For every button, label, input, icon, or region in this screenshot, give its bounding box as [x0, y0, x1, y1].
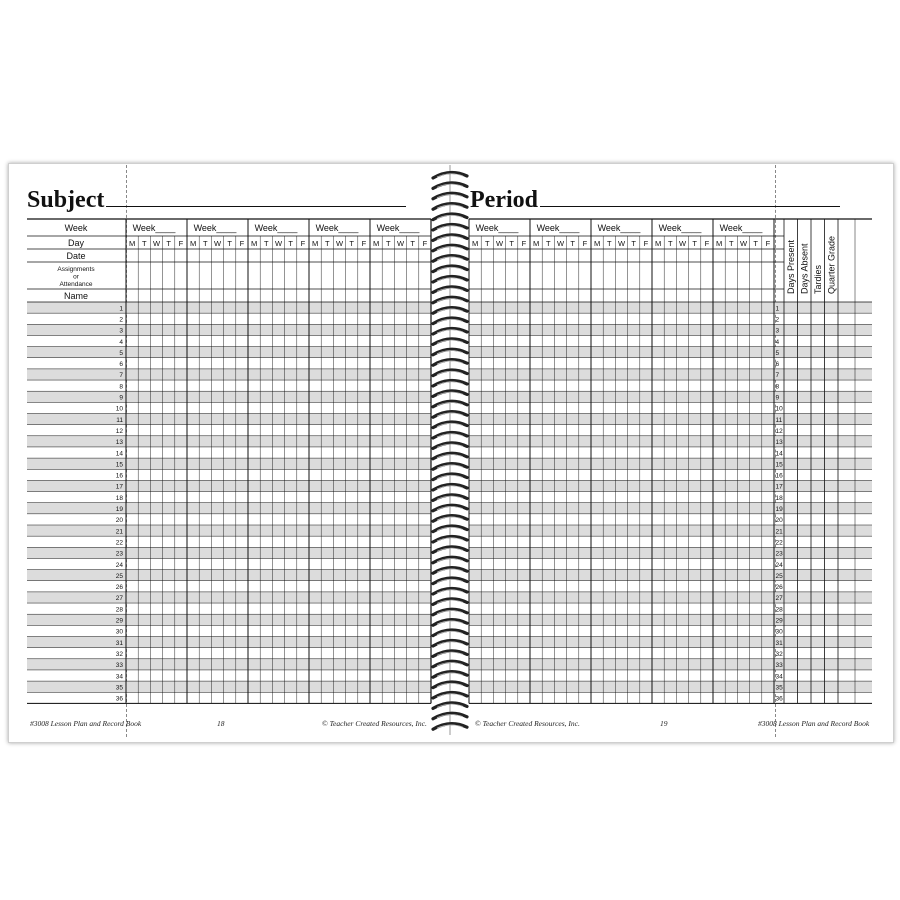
row-number: 7: [119, 372, 123, 380]
row-number: 21: [115, 528, 123, 536]
row-number: 31: [115, 639, 123, 647]
row-number: 9: [119, 394, 123, 402]
row-number: 29: [775, 617, 783, 625]
row-number: 13: [775, 439, 783, 447]
row-number: 31: [775, 639, 783, 647]
row-number: 34: [775, 673, 783, 681]
shaded-row: [469, 570, 872, 581]
day-letter: T: [729, 239, 734, 248]
week-label: Week____: [719, 223, 763, 233]
day-letter: F: [521, 239, 527, 248]
row-number: 13: [115, 439, 123, 447]
row-number: 11: [775, 416, 783, 424]
day-letter: T: [692, 239, 697, 248]
day-letter: F: [704, 239, 710, 248]
day-letter: M: [250, 239, 258, 248]
shaded-row: [469, 503, 872, 514]
row-number: 16: [775, 472, 783, 480]
row-number: 33: [775, 662, 783, 670]
day-letter: T: [227, 239, 232, 248]
row-number: 34: [115, 673, 123, 681]
row-number: 19: [115, 506, 123, 513]
shaded-row: [469, 324, 872, 335]
week-label: Week____: [536, 223, 580, 233]
row-number: 32: [115, 650, 123, 658]
day-letter: M: [532, 239, 540, 248]
row-number: 22: [115, 539, 123, 547]
row-number: 26: [115, 584, 123, 592]
row-number: 7: [775, 372, 780, 380]
row-number: 28: [115, 606, 123, 614]
row-number: 28: [775, 606, 783, 614]
date-row-label: Date: [66, 251, 86, 261]
row-number: 10: [115, 405, 123, 413]
day-letter: W: [335, 239, 344, 248]
day-letter: M: [372, 239, 380, 248]
week-label: Week____: [475, 223, 519, 233]
row-number: 27: [115, 595, 123, 603]
summary-column-label: Quarter Grade: [826, 235, 837, 294]
row-number: 4: [775, 338, 780, 346]
shaded-row: [469, 391, 872, 402]
day-letter: M: [715, 239, 723, 248]
row-number: 11: [116, 416, 123, 424]
right-footer-copyright: © Teacher Created Resources, Inc.: [475, 719, 580, 728]
row-number: 23: [775, 550, 783, 558]
row-number: 25: [115, 572, 123, 580]
day-letter: F: [765, 239, 771, 248]
day-letter: M: [593, 239, 601, 248]
row-number: 18: [115, 494, 123, 502]
left-footer-copyright: © Teacher Created Resources, Inc.: [322, 719, 427, 728]
day-letter: F: [178, 239, 184, 248]
day-letter: T: [607, 239, 612, 248]
day-letter: M: [189, 239, 197, 248]
summary-column-label: Days Present: [785, 239, 796, 294]
week-label: Week____: [132, 223, 176, 233]
day-letter: T: [288, 239, 293, 248]
shaded-row: [469, 547, 872, 558]
day-letter: T: [546, 239, 551, 248]
week-label: Week____: [315, 223, 359, 233]
summary-column-label: Days Absent: [799, 243, 810, 294]
row-number: 22: [775, 539, 783, 547]
row-number: 6: [119, 361, 123, 369]
day-letter: W: [274, 239, 283, 248]
row-number: 8: [119, 383, 123, 391]
row-number: 30: [115, 628, 123, 636]
shaded-row: [469, 525, 872, 536]
right-footer-page: 19: [660, 719, 668, 728]
day-letter: M: [654, 239, 662, 248]
row-number: 2: [119, 316, 123, 324]
row-number: 30: [775, 628, 783, 636]
row-number: 32: [775, 650, 783, 658]
row-number: 1: [119, 305, 123, 313]
week-row-label: Week: [64, 223, 88, 233]
day-letter: W: [495, 239, 504, 248]
day-letter: W: [739, 239, 748, 248]
row-number: 35: [115, 684, 123, 692]
day-letter: W: [396, 239, 405, 248]
day-letter: W: [556, 239, 565, 248]
day-letter: W: [678, 239, 687, 248]
day-letter: T: [509, 239, 514, 248]
day-row-label: Day: [67, 238, 85, 248]
week-label: Week____: [254, 223, 298, 233]
row-number: 3: [119, 327, 123, 335]
shaded-row: [469, 681, 872, 692]
row-number: 14: [115, 450, 123, 458]
row-number: 24: [775, 561, 783, 569]
shaded-row: [469, 458, 872, 469]
day-letter: T: [570, 239, 575, 248]
week-label: Week____: [597, 223, 641, 233]
row-number: 18: [775, 494, 783, 502]
row-number: 19: [775, 506, 783, 513]
row-number: 23: [115, 550, 123, 558]
row-number: 29: [115, 617, 123, 625]
row-number: 12: [115, 427, 123, 435]
day-letter: M: [311, 239, 319, 248]
week-label: Week____: [376, 223, 420, 233]
row-number: 10: [775, 405, 783, 413]
row-number: 36: [115, 695, 123, 703]
row-number: 24: [115, 561, 123, 569]
row-number: 33: [115, 662, 123, 670]
shaded-row: [469, 659, 872, 670]
day-letter: T: [410, 239, 415, 248]
period-label: Period: [470, 187, 538, 213]
row-number: 2: [775, 316, 780, 324]
day-letter: T: [325, 239, 330, 248]
day-letter: W: [617, 239, 626, 248]
day-letter: M: [471, 239, 479, 248]
row-number: 17: [775, 483, 783, 491]
day-letter: W: [213, 239, 222, 248]
day-letter: T: [753, 239, 758, 248]
shaded-row: [469, 347, 872, 358]
day-letter: T: [631, 239, 636, 248]
assignments-label-line: Assignments: [57, 266, 95, 273]
row-number: 17: [115, 483, 123, 491]
row-number: 8: [775, 383, 780, 391]
shaded-row: [469, 302, 872, 313]
day-letter: T: [264, 239, 269, 248]
row-number: 6: [775, 361, 780, 369]
row-number: 20: [775, 517, 783, 525]
day-letter: T: [203, 239, 208, 248]
week-label: Week____: [193, 223, 237, 233]
row-number: 16: [115, 472, 123, 480]
shaded-row: [469, 369, 872, 380]
day-letter: T: [142, 239, 147, 248]
day-letter: T: [485, 239, 490, 248]
day-letter: W: [152, 239, 161, 248]
assignments-label-line: Attendance: [59, 281, 93, 288]
day-letter: T: [166, 239, 171, 248]
left-footer-page: 18: [217, 719, 225, 728]
row-number: 26: [775, 584, 783, 592]
week-label: Week____: [658, 223, 702, 233]
row-number: 21: [775, 528, 783, 536]
day-letter: F: [361, 239, 367, 248]
row-number: 14: [775, 450, 783, 458]
row-number: 20: [115, 517, 123, 525]
row-number: 35: [775, 684, 783, 692]
day-letter: T: [349, 239, 354, 248]
spiral-binding: [428, 165, 472, 735]
name-row-label: Name: [63, 291, 89, 301]
day-letter: T: [386, 239, 391, 248]
row-number: 3: [775, 327, 780, 335]
day-letter: M: [128, 239, 136, 248]
day-letter: F: [422, 239, 428, 248]
row-number: 5: [775, 349, 780, 357]
row-number: 15: [775, 461, 783, 469]
subject-label: Subject: [27, 187, 105, 213]
right-footer-book: #3008 Lesson Plan and Record Book: [758, 719, 870, 728]
row-number: 1: [775, 305, 780, 313]
row-number: 4: [119, 338, 123, 346]
assignments-label-line: or: [73, 273, 79, 281]
shaded-row: [469, 637, 872, 648]
row-number: 5: [119, 349, 123, 357]
left-footer-book: #3008 Lesson Plan and Record Book: [30, 719, 142, 728]
row-number: 15: [115, 461, 123, 469]
summary-column-label: Tardies: [812, 264, 823, 294]
row-number: 9: [775, 394, 780, 402]
row-number: 12: [775, 427, 783, 435]
day-letter: F: [300, 239, 306, 248]
day-letter: T: [668, 239, 673, 248]
day-letter: F: [582, 239, 588, 248]
shaded-row: [469, 480, 872, 491]
row-number: 25: [775, 572, 783, 580]
row-number: 27: [775, 595, 783, 603]
shaded-row: [469, 614, 872, 625]
shaded-row: [469, 436, 872, 447]
shaded-row: [469, 414, 872, 425]
day-letter: F: [239, 239, 245, 248]
row-number: 36: [775, 695, 783, 703]
shaded-row: [469, 592, 872, 603]
day-letter: F: [643, 239, 649, 248]
